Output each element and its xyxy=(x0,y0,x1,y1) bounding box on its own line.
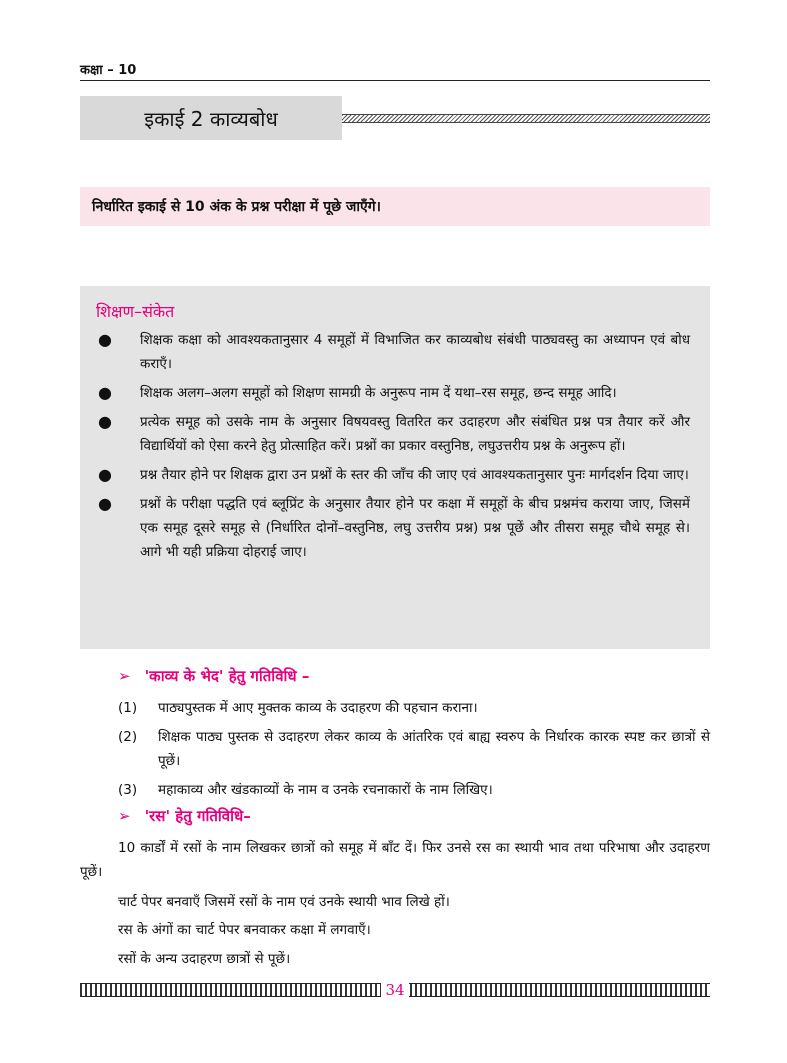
list-item-text: शिक्षक कक्षा को आवश्यकतानुसार 4 समूहों में विभाजित कर काव्यबोध संबंधी पाठ्यवस्तु का अध्यापन एवं बोध कराएँ। xyxy=(140,332,690,372)
list-item-text: महाकाव्य और खंडकाव्यों के नाम व उनके रचनाकारों के नाम लिखिए। xyxy=(158,782,493,798)
list-item xyxy=(96,492,690,564)
list-item xyxy=(96,463,690,487)
arrow-icon: ➢ xyxy=(118,807,131,825)
list-item-text: प्रश्नों के परीक्षा पद्धति एवं ब्लूप्रिंट के अनुसार तैयार होने पर कक्षा में समूहों के बीच प्रश्नमंच कराया जाए, जिसमें एक समूह दूसरे समूह से (निर्धारित दोनों–वस्तुनिष्ठ, लघु उत्तरीय प्रश्न) प्रश्न पूछें और तीसरा समूह चौथे समूह से। आगे भी यही प्रक्रिया दोहराई जाए। xyxy=(140,496,690,560)
activity2-paragraph: 10 कार्डों में रसों के नाम लिखकर छात्रों को समूह में बाँट दें। फिर उनसे रस का स्थायी भाव तथा परिभाषा और उदाहरण पूछें। xyxy=(80,840,710,880)
marks-note: निर्धारित इकाई से 10 अंक के प्रश्न परीक्षा में पूछे जाएँगे। xyxy=(92,199,381,215)
activity1-heading xyxy=(118,666,309,686)
teaching-guide-title: शिक्षण–संकेत xyxy=(96,302,175,321)
bullet-icon: ● xyxy=(98,412,112,431)
bullet-icon: ● xyxy=(98,330,112,349)
item-number: (2) xyxy=(118,729,138,745)
page-number: 34 xyxy=(381,977,409,1003)
unit-title-box xyxy=(80,96,342,140)
activity2-paragraph: रस के अंगों का चार्ट पेपर बनवाकर कक्षा में लगवाएँ। xyxy=(118,922,371,938)
teaching-guide-box xyxy=(80,286,710,649)
class-label: कक्षा – 10 xyxy=(80,63,137,78)
header-rule xyxy=(80,80,710,81)
list-item-text: प्रत्येक समूह को उसके नाम के अनुसार विषयवस्तु वितरित कर उदाहरण और संबंधित प्रश्न पत्र तैयार करें और विद्यार्थियों को ऐसा करने हेतु प्रोत्साहित करें। प्रश्नों का प्रकार वस्तुनिष्ठ, लघुउत्तरीय प्रश्न के अनुरूप हों। xyxy=(140,414,690,454)
bullet-icon: ● xyxy=(98,494,112,513)
unit-title: इकाई 2 काव्यबोध xyxy=(144,106,278,131)
list-item-text: शिक्षक पाठ्य पुस्तक से उदाहरण लेकर काव्य के आंतरिक एवं बाह्य स्वरुप के निर्धारक कारक स्पष्ट कर छात्रों से पूछें। xyxy=(158,729,710,769)
activity2-heading-text: 'रस' हेतु गतिविधि– xyxy=(144,807,251,825)
list-item xyxy=(118,725,710,773)
unit-decorative-stripe xyxy=(342,114,710,123)
marks-note-box xyxy=(80,187,710,226)
list-item xyxy=(96,328,690,376)
activity2-paragraph: रसों के अन्य उदाहरण छात्रों से पूछें। xyxy=(118,951,291,967)
activity2-heading xyxy=(118,806,251,826)
list-item-text: शिक्षक अलग–अलग समूहों को शिक्षण सामग्री के अनुरूप नाम दें यथा–रस समूह, छन्द समूह आदि। xyxy=(140,385,617,401)
activity1-list xyxy=(118,696,710,807)
list-item xyxy=(96,381,690,405)
item-number: (3) xyxy=(118,782,138,798)
list-item xyxy=(118,778,710,802)
list-item xyxy=(118,696,710,720)
activity2-paragraph: चार्ट पेपर बनवाएँ जिसमें रसों के नाम एवं उनके स्थायी भाव लिखे हों। xyxy=(118,894,450,910)
list-item-text: पाठ्यपुस्तक में आए मुक्तक काव्य के उदाहरण की पहचान कराना। xyxy=(158,700,478,716)
teaching-guide-list xyxy=(96,328,690,564)
list-item-text: प्रश्न तैयार होने पर शिक्षक द्वारा उन प्रश्नों के स्तर की जाँच की जाए एवं आवश्यकतानुसार पुनः मार्गदर्शन दिया जाए। xyxy=(140,467,689,483)
bullet-icon: ● xyxy=(98,383,112,402)
arrow-icon: ➢ xyxy=(118,667,131,685)
list-item xyxy=(96,410,690,458)
item-number: (1) xyxy=(118,700,138,716)
activity1-heading-text: 'काव्य के भेद' हेतु गतिविधि – xyxy=(144,667,310,685)
bullet-icon: ● xyxy=(98,465,112,484)
